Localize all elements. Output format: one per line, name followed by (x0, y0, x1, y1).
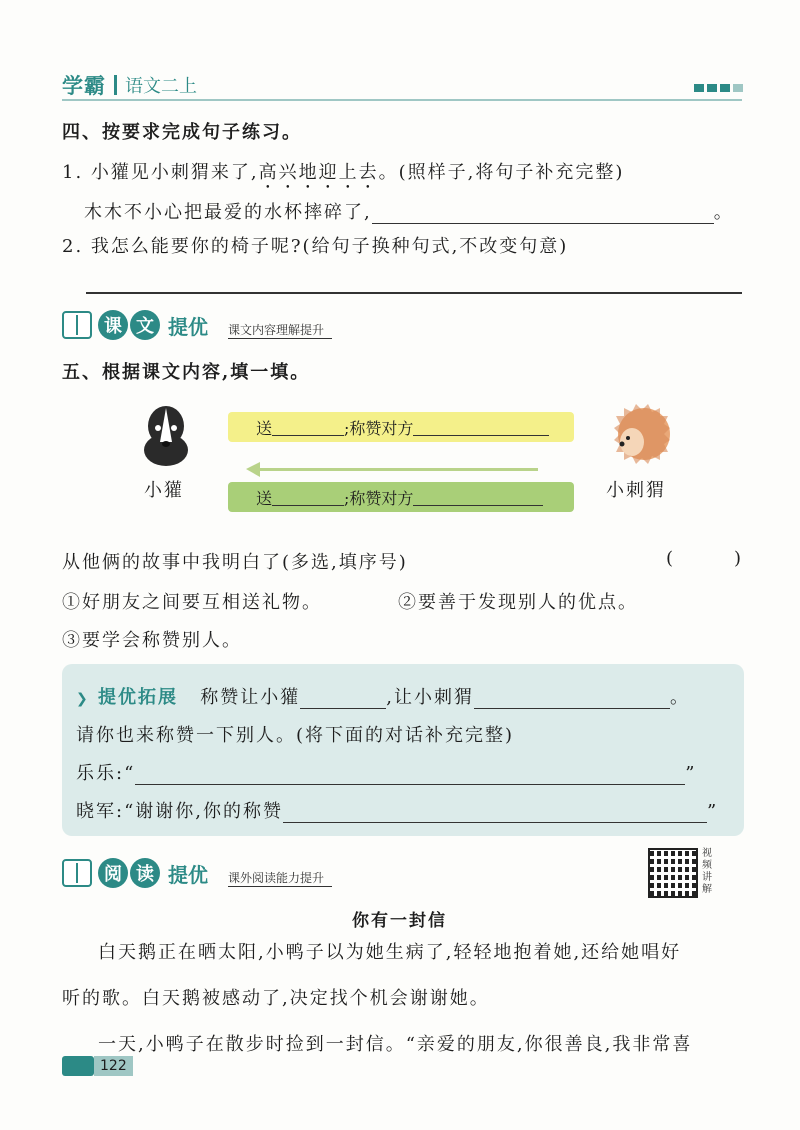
q1-emphasis: 高兴地迎上去 (258, 162, 379, 183)
band-top-give: 送 (256, 418, 273, 438)
band-bottom-give: 送 (256, 488, 273, 508)
ext-blank-2[interactable] (474, 690, 670, 709)
band-top-praise: ;称赞对方 (344, 418, 414, 438)
extension-label-text: 提优拓展 (98, 687, 179, 708)
ext-blank-4[interactable] (283, 804, 707, 823)
reading-banner (62, 856, 332, 890)
hedgehog-icon (610, 402, 674, 466)
answer-paren-open[interactable]: ( (666, 548, 676, 569)
close-quote-2: ” (707, 801, 719, 822)
badger-icon (138, 402, 194, 468)
list-icon (62, 859, 92, 887)
story-para-1a: 白天鹅正在晒太阳,小鸭子以为她生病了,轻轻地抱着她,还给她唱好 (98, 942, 682, 963)
reading-title: 提优 (168, 862, 208, 887)
band-top-blank-1[interactable] (272, 419, 344, 436)
extension-label: ❯ 提优拓展 (76, 687, 179, 708)
q1-fill-text: 木木不小心把最爱的水杯摔碎了, (84, 202, 372, 223)
ext-text-1-end: 。 (670, 687, 691, 708)
ext-text-1a: 称赞让小獾 (200, 687, 301, 708)
extension-line-2: 请你也来称赞一下别人。(将下面的对话补充完整) (76, 725, 515, 746)
section4-title: 四、按要求完成句子练习。 (62, 122, 302, 143)
story-para-1b: 听的歌。白天鹅被感动了,决定找个机会谢谢她。 (62, 988, 490, 1009)
story-para-2: 一天,小鸭子在散步时捡到一封信。“亲爱的朋友,你很善良,我非常喜 (98, 1034, 693, 1055)
page-number-badge (62, 1056, 133, 1076)
reading-char-2: 读 (130, 858, 160, 888)
section5-title: 五、根据课文内容,填一填。 (62, 362, 311, 383)
band-bottom (228, 482, 574, 512)
banner-title: 提优 (168, 314, 208, 339)
section5-question: 从他俩的故事中我明白了(多选,填序号) (62, 552, 408, 573)
banner-char-2: 文 (130, 310, 160, 340)
q1-number: 1. (62, 162, 84, 183)
q1-text-2: 。(照样子,将句子补充完整) (378, 162, 625, 183)
header-brand (62, 70, 197, 100)
reading-char-1: 阅 (98, 858, 128, 888)
band-bottom-praise: ;称赞对方 (344, 488, 414, 508)
ext-blank-3[interactable] (135, 766, 685, 785)
option-3: ③要学会称赞别人。 (62, 630, 242, 651)
band-top-blank-2[interactable] (413, 419, 549, 436)
ext-blank-1[interactable] (300, 690, 386, 709)
q2-prompt: 2. 我怎么能要你的椅子呢?(给句子换种句式,不改变句意) (62, 236, 569, 257)
book-icon (62, 311, 92, 339)
pencil-icon (62, 1056, 94, 1076)
band-bottom-blank-2[interactable] (413, 489, 543, 506)
lesson-banner (62, 308, 332, 342)
extension-line-4 (76, 797, 718, 823)
page-number: 122 (94, 1056, 133, 1076)
banner-char-1: 课 (98, 310, 128, 340)
speaker-1: 乐乐:“ (76, 763, 136, 784)
brand-logo: 学霸 (62, 74, 106, 98)
answer-paren-close: ) (734, 548, 744, 569)
ext-text-1b: ,让小刺猬 (386, 687, 475, 708)
story-body (62, 930, 752, 1068)
band-bottom-blank-1[interactable] (272, 489, 344, 506)
q1-text-1: 小獾见小刺猬来了, (90, 162, 259, 183)
arrow-left (258, 468, 538, 471)
q1-fill-end: 。 (713, 202, 734, 223)
story-title: 你有一封信 (352, 911, 447, 931)
q2-answer-line[interactable] (86, 292, 742, 294)
right-animal-label: 小刺猬 (606, 480, 666, 501)
option-2: ②要善于发现别人的优点。 (398, 592, 638, 613)
header-rule (62, 99, 742, 101)
qr-label: 视频讲解 (702, 848, 712, 895)
extension-line-3 (76, 759, 696, 785)
close-quote-1: ” (685, 763, 697, 784)
reading-caption: 课外阅读能力提升 (228, 869, 332, 887)
header-decoration (694, 84, 743, 92)
q1-answer-blank[interactable] (372, 205, 714, 224)
subject-label: 语文二上 (125, 76, 197, 97)
extension-line-1 (76, 683, 690, 709)
q1-fill-line (84, 198, 734, 224)
banner-caption: 课文内容理解提升 (228, 321, 332, 339)
option-1: ①好朋友之间要互相送礼物。 (62, 592, 322, 613)
left-animal-label: 小獾 (144, 480, 184, 501)
band-top (228, 412, 574, 442)
q1-prompt (62, 158, 624, 193)
qr-code[interactable] (648, 848, 698, 898)
brand-divider (114, 75, 117, 95)
speaker-2: 晓军:“谢谢你,你的称赞 (76, 801, 283, 822)
